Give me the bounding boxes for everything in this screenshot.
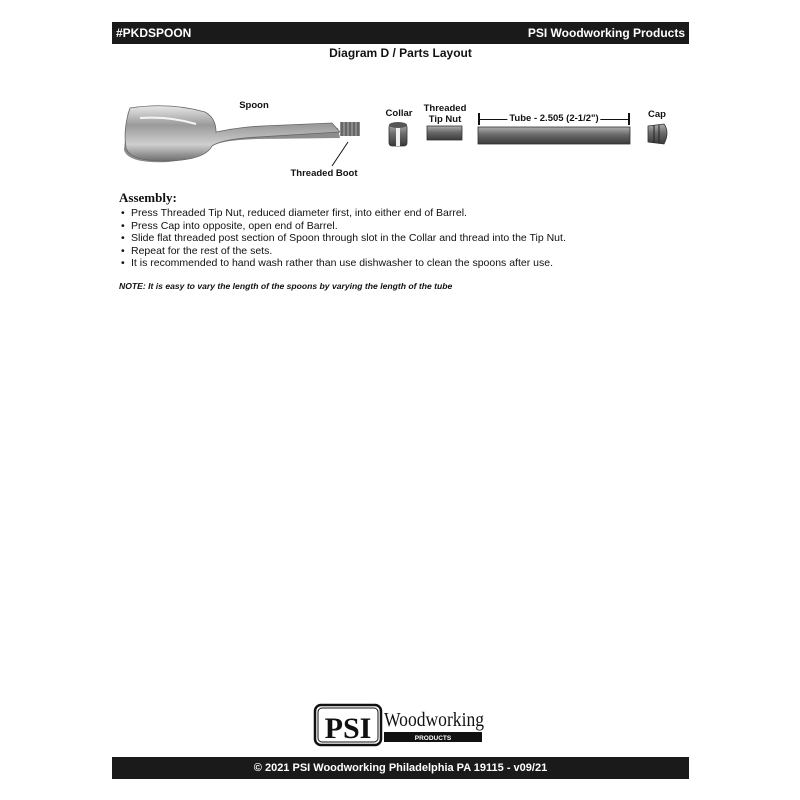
assembly-step: • It is recommended to hand wash rather than use dishwasher to clean the spoons after use.	[119, 257, 679, 270]
collar-illustration	[389, 122, 407, 146]
cap-illustration	[648, 124, 667, 144]
diagram-title: Diagram D / Parts Layout	[329, 46, 472, 60]
assembly-section	[119, 190, 679, 270]
note-text: NOTE: It is easy to vary the length of the spoons by varying the length of the tube	[119, 281, 453, 291]
brand-label: PSI Woodworking Products	[527, 26, 685, 40]
cap-label: Cap	[648, 109, 666, 120]
tube-illustration	[478, 127, 630, 144]
collar-label: Collar	[385, 108, 413, 119]
footer-bar	[112, 757, 689, 779]
logo-products: PRODUCTS	[414, 735, 452, 742]
tip-nut-illustration	[427, 126, 462, 140]
threaded-boot-label: Threaded Boot	[290, 168, 358, 179]
tube-label: Tube - 2.505 (2-1/2")	[509, 113, 599, 124]
spoon-label: Spoon	[239, 100, 269, 111]
footer-text: © 2021 PSI Woodworking Philadelphia PA 19115 - v09/21	[253, 762, 548, 774]
psi-logo	[314, 703, 486, 747]
tip-nut-label-line2: Tip Nut	[428, 114, 462, 125]
tip-nut-label-line1: Threaded	[423, 103, 467, 114]
assembly-step: • Slide flat threaded post section of Spoon through slot in the Collar and thread into the Tip Nut.	[119, 232, 679, 245]
assembly-steps	[119, 207, 679, 270]
assembly-step: • Repeat for the rest of the sets.	[119, 245, 679, 258]
logo-psi: PSI	[324, 712, 372, 745]
tube-dimension	[478, 113, 630, 125]
sku-label: #PKDSPOON	[116, 26, 192, 40]
threaded-boot-leader	[332, 142, 348, 166]
logo-woodworking: Woodworking	[384, 709, 484, 731]
assembly-title: Assembly:	[119, 190, 177, 205]
assembly-step: • Press Threaded Tip Nut, reduced diameter first, into either end of Barrel.	[119, 207, 679, 220]
spoon-illustration	[124, 106, 360, 163]
parts-diagram	[0, 0, 800, 190]
assembly-step: • Press Cap into opposite, open end of Barrel.	[119, 220, 679, 233]
